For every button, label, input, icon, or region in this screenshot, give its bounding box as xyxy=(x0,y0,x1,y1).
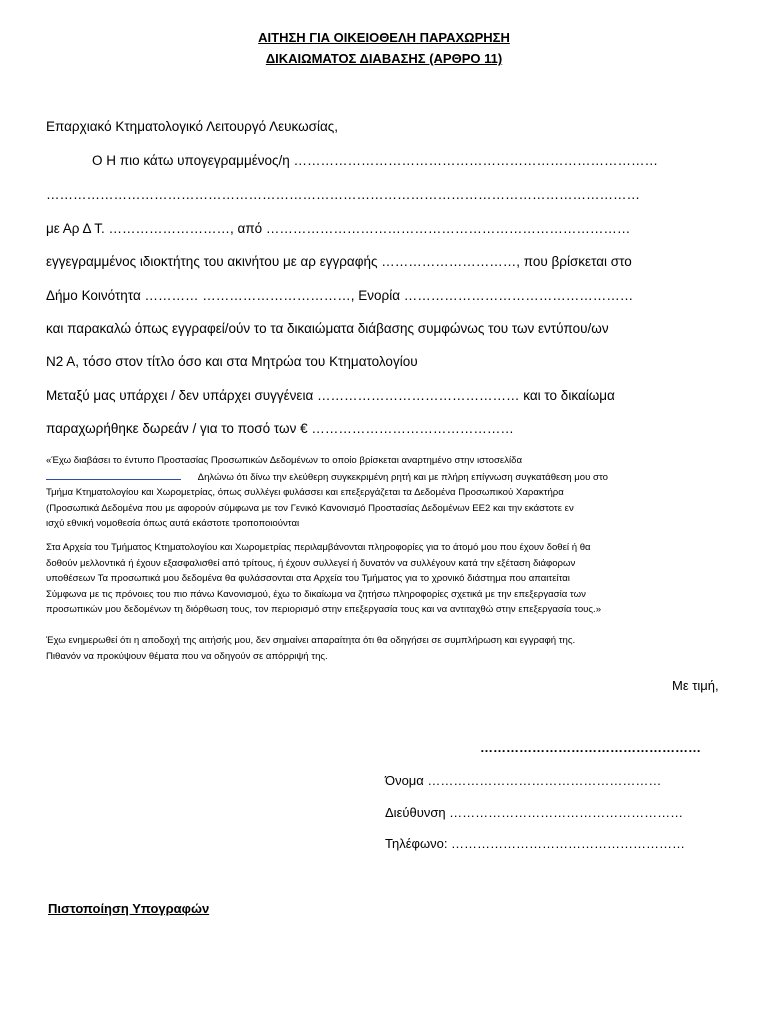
privacy-p1-line-c: Τμήμα Κτηματολογίου και Χωρομετρίας, όπως συλλέγει φυλάσσει και επεξεργάζεται τα Δεδομένα Προσωπικού Χαρακτήρα xyxy=(46,487,564,498)
form-reference-line: Ν2 Α, τόσο στον τίτλο όσο και στα Μητρώα του Κτηματολογίου xyxy=(46,354,418,369)
privacy-consent-paragraph xyxy=(46,453,726,532)
privacy-p3-line-b: Πιθανόν να προκύψουν θέματα που να οδηγούν σε απόρριψή της. xyxy=(46,650,328,662)
website-link-placeholder xyxy=(46,469,181,480)
kinship-line: Μεταξύ μας υπάρχει / δεν υπάρχει συγγένεια ……………………………………… και το δικαίωμα xyxy=(46,388,615,403)
privacy-p2-line-e: προσωπικών μου δεδομένων τη διόρθωση τους, τον περιορισμό στην επεξεργασία τους και να αντιταχθώ στην επεξεργασία τους.» xyxy=(46,604,602,615)
privacy-p1-line-e: ισχύ εθνική νομοθεσία όπως αυτά εκάστοτε τροποποιούνται xyxy=(46,518,300,529)
privacy-p1-line-b xyxy=(46,469,726,486)
privacy-p2-line-d: Σύμφωνα με τις πρόνοιες του πιο πάνω Κανονισμού, έχω το δικαίωμα να ζητήσω πληροφορίες σχετικά με την επεξεργασία των xyxy=(46,588,586,600)
signature-certification-heading: Πιστοποίηση Υπογραφών xyxy=(48,901,210,916)
privacy-p2-line-c: υποθέσεων Τα προσωπικά μου δεδομένα θα φυλάσσονται στα Αρχεία του Τμήματος για το χρονικό διάστημα που απαιτείται xyxy=(46,573,570,584)
form-title-line2: ΔΙΚΑΙΩΜΑΤΟΣ ΔΙΑΒΑΣΗΣ (ΑΡΘΡΟ 11) xyxy=(265,51,503,66)
applicant-name-line: Ο Η πιο κάτω υπογεγραμμένος/η ……………………………………………………………………… xyxy=(92,153,659,168)
address-line: Διεύθυνση ……………………………………………… xyxy=(385,805,684,820)
privacy-p1-line-d: (Προσωπικά Δεδομένα που με αφορούν σύμφωνα με τον Γενικό Κανονισμό Προστασίας Δεδομένων ΕΕ2 και την εκάστοτε εν xyxy=(46,502,574,514)
privacy-p1-line-b-text: Δηλώνω ότι δίνω την ελεύθερη συγκεκριμένη ρητή και με πλήρη επίγνωση συγκατάθεση μου στο xyxy=(197,471,608,483)
registration-line: εγγεγραμμένος ιδιοκτήτης του ακινήτου με αρ εγγραφής …………………………, που βρίσκεται στο xyxy=(46,254,632,269)
phone-line: Τηλέφωνο: ……………………………………………… xyxy=(385,836,686,851)
name-line: Όνομα ……………………………………………… xyxy=(385,773,662,788)
acceptance-notice-paragraph xyxy=(46,633,726,664)
addressee: Επαρχιακό Κτηματολογικό Λειτουργό Λευκωσίας, xyxy=(46,119,339,134)
regards-text: Με τιμή, xyxy=(672,678,719,693)
consideration-line: παραχωρήθηκε δωρεάν / για το ποσό των € ……………………………………… xyxy=(46,421,514,436)
request-line: και παρακαλώ όπως εγγραφεί/ούν το τα δικαιώματα διάβασης συμφώνως του των εντύπου/ων xyxy=(46,321,609,336)
privacy-p3-line-a: Έχω ενημερωθεί ότι η αποδοχή της αιτήσής μου, δεν σημαίνει απαραίτητα ότι θα οδηγήσει σε συμπλήρωση και εγγραφή της. xyxy=(46,635,576,646)
municipality-line: Δήμο Κοινότητα ………… ……………………………, Ενορία …………………………………………… xyxy=(46,288,634,303)
privacy-p2-line-b: δοθούν μελλοντικά ή έχουν εξασφαλισθεί από τρίτους, ή έχουν συλλεγεί ή δυνατόν να συλλέγουν κατά την εξέταση διάφορων xyxy=(46,557,576,569)
form-title-line1: ΑΙΤΗΣΗ ΓΙΑ ΟΙΚΕΙΟΘΕΛΗ ΠΑΡΑΧΩΡΗΣΗ xyxy=(258,30,510,45)
signature-line: …………………………………………… xyxy=(480,740,701,755)
applicant-continuation-line: …………………………………………………………………………………………………………………… xyxy=(46,187,640,202)
privacy-p1-line-a: «Έχω διαβάσει το έντυπο Προστασίας Προσωπικών Δεδομένων το οποίο βρίσκεται αναρτημένο στην ιστοσελίδα xyxy=(46,455,523,466)
id-number-line: με Αρ Δ Τ. ………………………, από ……………………………………………………………………… xyxy=(46,221,631,236)
privacy-p2-line-a: Στα Αρχεία του Τμήματος Κτηματολογίου και Χωρομετρίας περιλαμβάνονται πληροφορίες για το άτομό μου που έχουν δοθεί ή θα xyxy=(46,542,591,553)
data-retention-paragraph xyxy=(46,540,726,618)
